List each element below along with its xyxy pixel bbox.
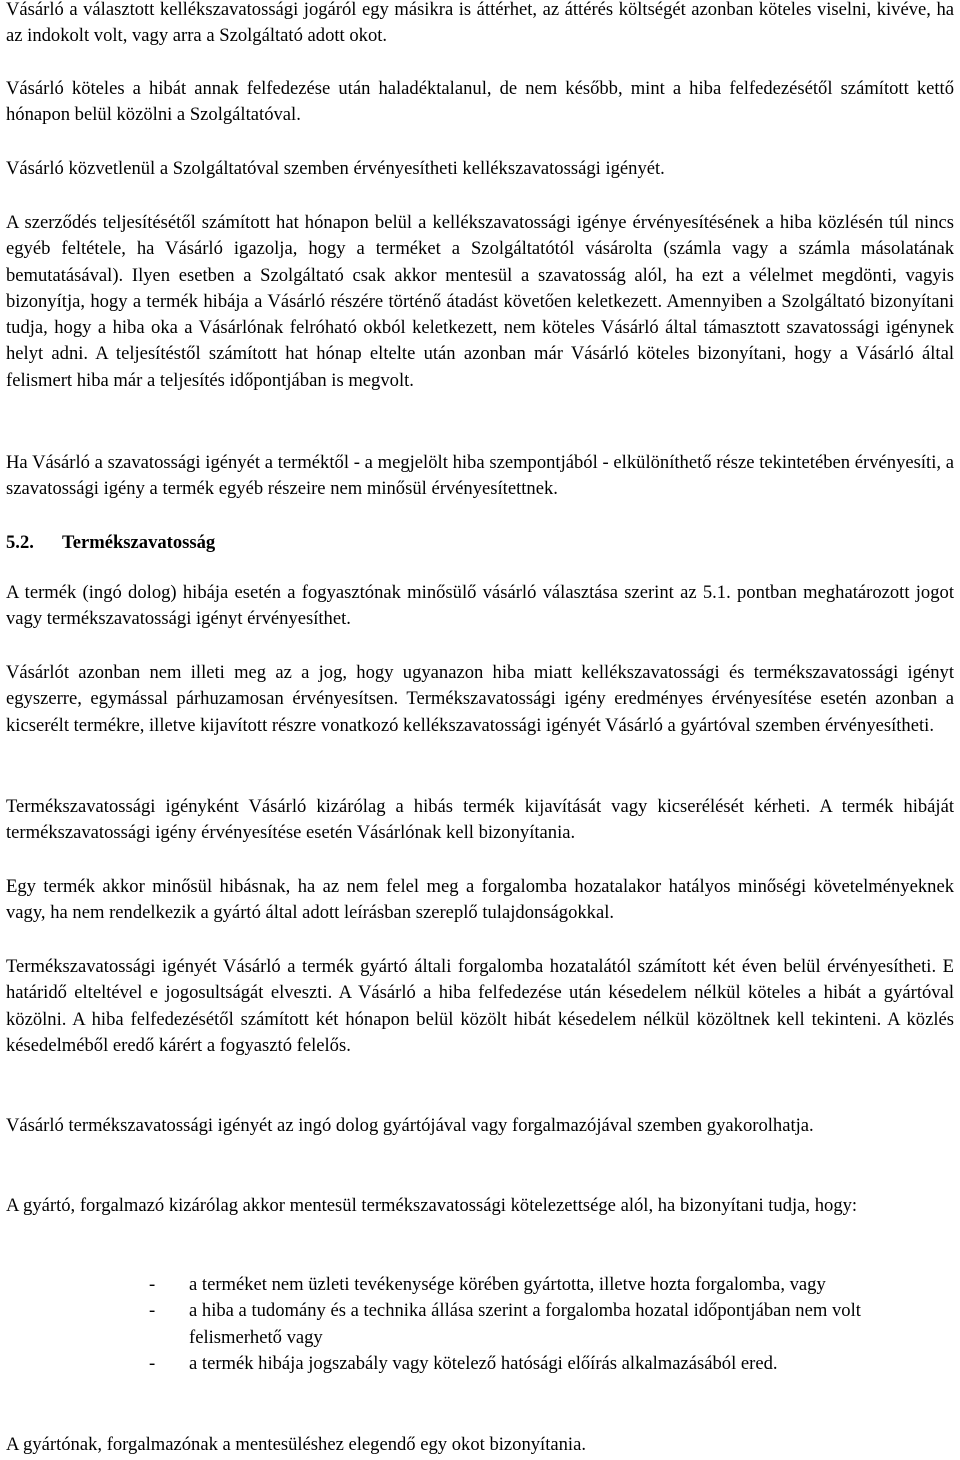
paragraph-one-reason-sufficient: A gyártónak, forgalmazónak a mentesüléshez elegendő egy okot bizonyítania.: [6, 1434, 587, 1455]
list-item: [149, 1298, 950, 1351]
paragraph-two-year-limit: Termékszavatossági igényét Vásárló a termék gyártó általi forgalomba hozatalától számított két éven belül érvényesítheti. E határidő elteltével e jogosultságát elveszti. A Vásárló a hiba felfedezése után késedelem nélkül köteles a hibát a gyártóval közölni. A hiba felfedezésétől számított két hónapon belül közölt hibát késedelem nélkül közöltnek kell tekinteni. A közlés késedelméből eredő kárért a fogyasztó felelős.: [6, 956, 954, 1056]
paragraph-no-parallel-claims: Vásárlót azonban nem illeti meg az a jog, hogy ugyanazon hiba miatt kellékszavatossági és termékszavatossági igényt egyszerre, egymással párhuzamosan érvényesítsen. Termékszavatossági igény eredményes érvényesítése esetén azonban a kicserélt termékre, illetve kijavított részre vonatkozó kellékszavatossági igényét Vásárló a gyártóval szemben érvényesítheti.: [6, 662, 954, 736]
list-item: [149, 1272, 950, 1298]
paragraph-separable-part: Ha Vásárló a szavatossági igényét a terméktől - a megjelölt hiba szempontjából - elkülöníthető része tekintetében érvényesíti, a szavatossági igény a termék egyéb részeire nem minősül érvényesítettnek.: [6, 452, 954, 500]
paragraph-exemption-conditions: A gyártó, forgalmazó kizárólag akkor mentesül termékszavatossági kötelezettsége alól, ha bizonyítani tudja, hogy:: [6, 1195, 858, 1216]
paragraph-direct-claim: Vásárló közvetlenül a Szolgáltatóval szemben érvényesítheti kellékszavatossági igényét.: [6, 158, 665, 179]
paragraph-notification-deadline: Vásárló köteles a hibát annak felfedezése után haladéktalanul, de nem később, mint a hiba felfedezésétől számított kettő hónapon belül közölni a Szolgáltatóval.: [6, 78, 954, 126]
list-item-text: a hiba a tudomány és a technika állása szerint a forgalomba hozatal időpontjában nem volt felismerhető vagy: [189, 1300, 861, 1348]
paragraph-repair-or-replace: Termékszavatossági igényként Vásárló kizárólag a hibás termék kijavítását vagy kicserélését kérheti. A termék hibáját termékszavatossági igény érvényesítése esetén Vásárlónak kell bizonyítania.: [6, 796, 954, 844]
exemption-list: [6, 1272, 954, 1377]
section-title: Termékszavatosság: [62, 532, 216, 553]
list-dash: -: [149, 1352, 156, 1374]
list-item-text: a termék hibája jogszabály vagy kötelező hatósági előírás alkalmazásából ered.: [189, 1352, 778, 1374]
list-dash: -: [149, 1274, 156, 1295]
list-item: [149, 1351, 950, 1377]
paragraph-product-defect-choice: A termék (ingó dolog) hibája esetén a fogyasztónak minősülő vásárló választása szerint az 5.1. pontban meghatározott jogot vagy termékszavatossági igényt érvényesíthet.: [6, 582, 954, 630]
paragraph-election-switch: Vásárló a választott kellékszavatossági jogáról egy másikra is áttérhet, az áttérés költségét azonban köteles viselni, kivéve, ha az indokolt volt, vagy arra a Szolgáltató adott okot.: [6, 0, 954, 47]
list-item-text: a terméket nem üzleti tevékenysége körében gyártotta, illetve hozta forgalomba, vagy: [189, 1274, 826, 1295]
paragraph-claim-against: Vásárló termékszavatossági igényét az ingó dolog gyártójával vagy forgalmazójával szemben gyakorolhatja.: [6, 1115, 814, 1136]
section-number: 5.2.: [6, 532, 34, 553]
section-heading: [6, 530, 954, 556]
paragraph-defective-definition: Egy termék akkor minősül hibásnak, ha az nem felel meg a forgalomba hozatalakor hatályos minőségi követelményeknek vagy, ha nem rendelkezik a gyártó által adott leírásban szereplő tulajdonságokkal.: [6, 876, 954, 924]
paragraph-six-month-presumption: A szerződés teljesítésétől számított hat hónapon belül a kellékszavatossági igénye érvényesítésének a hiba közlésén túl nincs egyéb feltétele, ha Vásárló igazolja, hogy a terméket a Szolgáltatótól vásárolta (számla vagy a számla másolatának bemutatásával). Ilyen esetben a Szolgáltató csak akkor mentesül a szavatosság alól, ha ezt a vélelmet megdönti, vagyis bizonyítja, hogy a termék hibája a Vásárló részére történő átadást követően keletkezett. Amennyiben a Szolgáltató bizonyítani tudja, hogy a hiba oka a Vásárlónak felróható okból keletkezett, nem köteles Vásárló által támasztott szavatossági igénynek helyt adni. A teljesítéstől számított hat hónap eltelte után azonban már Vásárló köteles bizonyítani, hogy a Vásárló által felismert hiba már a teljesítés időpontjában is megvolt.: [6, 212, 954, 391]
list-dash: -: [149, 1300, 156, 1322]
